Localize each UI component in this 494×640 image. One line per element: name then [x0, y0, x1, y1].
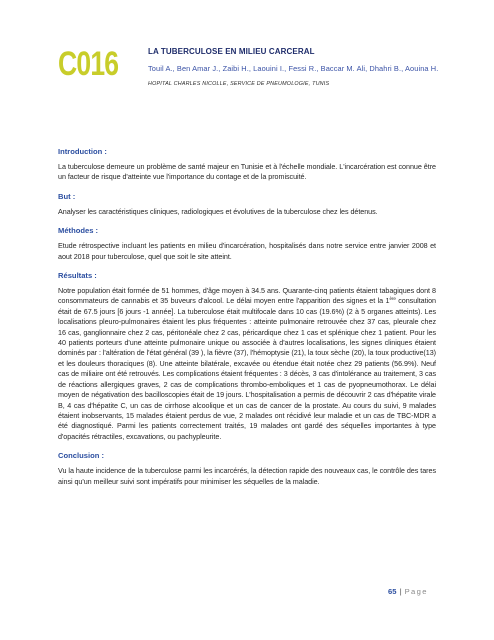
resultats-text-part-2: consultation était de 67.5 jours [6 jours -1 année]. La tuberculose était multifocale dans 10 cas (19.6%) (2 à 5 organes atteints). Les localisations pleuro-pulmonaires étaient les plus fréquentes : atteinte pulmonaire retrouvée chez 37 cas, pleurale chez 16 cas, ganglionnaire chez 2 cas, péritonéale chez 2 cas, péricardique chez 1 cas et splénique chez 1 patient. Pour les 40 patients porteurs d'une atteinte pulmonaire unique ou associée à d'autres localisations, les signes cliniques étaient dominés par : l'altération de l'état général (39 ), la fièvre (37), l'hémoptysie (21), la toux sèche (20), la toux productive(13) et les douleurs thoraciques (8). Une atteinte bilatérale, excavée ou étendue était notée chez 29 patients (56.9%). Neuf cas de miliaire ont été retrouvés. Les complications étaient fréquentes : 3 décès, 3 cas d'intolérance au traitement, 3 cas de réactions allergiques graves, 2 cas de complications thrombo-emboliques et 1 cas de pyopneumothorax. Le délai moyen de négativation des bacilloscopies était de 19 jours. L'hospitalisation a permis de découvrir 2 cas d'hépatite virale B, 4 cas d'hépatite C, un cas de cirrhose alcoolique et un cas de cancer de la prostate. Au cours du suivi, 9 malades étaient inobservants, 15 malades étaient perdus de vue, 2 malades ont récidivé leur maladie et un cas de TBC-MDR a été diagnostiqué. Parmi les patients correctement traités, 19 malades ont gardé des séquelles importantes à type d'opacités rétractiles, excavations, ou pachypleurite.	[58, 296, 436, 441]
but-heading: But :	[58, 191, 76, 201]
page-number: 65	[388, 587, 397, 596]
affiliation: HOPITAL CHARLES NICOLLE, SERVICE DE PNEUMOLOGIE, TUNIS	[148, 81, 330, 87]
page-footer	[388, 587, 428, 596]
abstract-header	[58, 44, 458, 94]
introduction-text: La tuberculose demeure un problème de santé majeur en Tunisie et à l'échelle mondiale. L'incarcération est connue être un facteur de risque d'atteinte vue l'importance du contage et de la promiscuité.	[58, 162, 436, 182]
abstract-code: C016	[58, 45, 119, 83]
author-list: Touil A., Ben Amar J., Zaibi H., Laouini I., Fessi R., Baccar M. Ali, Dhahri B., Aouina H.	[148, 64, 439, 73]
resultats-heading: Résultats :	[58, 271, 97, 281]
methodes-heading: Méthodes :	[58, 226, 99, 236]
abstract-title: LA TUBERCULOSE EN MILIEU CARCERAL	[148, 47, 315, 56]
methodes-text: Etude rétrospective incluant les patients en milieu d'incarcération, hospitalisés dans notre service entre janvier 2008 et aout 2018 pour tuberculose, quel que soit le site atteint.	[58, 241, 436, 261]
resultats-text	[58, 286, 436, 442]
conclusion-text: Vu la haute incidence de la tuberculose parmi les incarcérés, la détection rapide des nouveaux cas, le contrôle des tares ainsi qu'un meilleur suivi sont impératifs pour minimiser les séquelles de la maladie.	[58, 466, 436, 486]
page-label: Page	[404, 587, 428, 596]
conclusion-heading: Conclusion :	[58, 451, 104, 461]
introduction-heading: Introduction :	[58, 147, 107, 156]
abstract-body	[58, 147, 436, 496]
resultats-superscript: ère	[389, 296, 396, 302]
footer-separator: |	[399, 587, 402, 596]
resultats-text-part-1: Notre population était formée de 51 hommes, d'âge moyen à 34.5 ans. Quarante-cinq patients étaient tabagiques dont 8 consommateurs de cannabis et 35 buveurs d'alcool. Le délai moyen entre l'apparition des signes et la 1	[58, 286, 436, 306]
but-text: Analyser les caractéristiques cliniques, radiologiques et évolutives de la tuberculose chez les détenus.	[58, 206, 378, 216]
